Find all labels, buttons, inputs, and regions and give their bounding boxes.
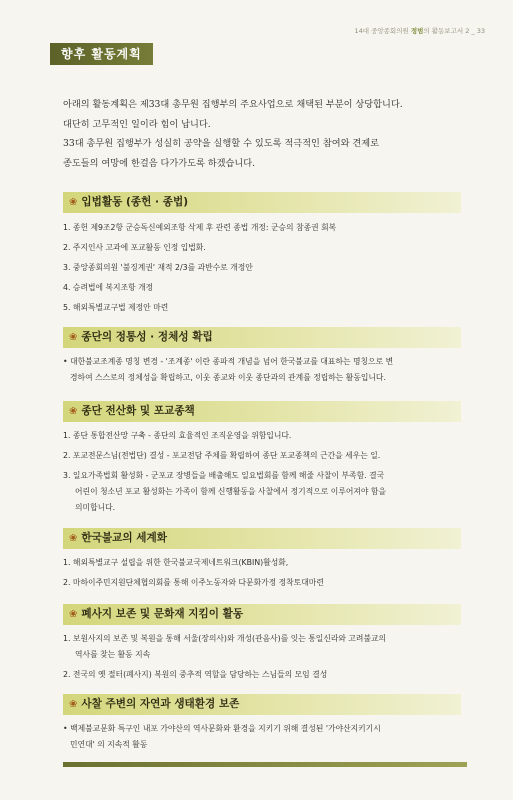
bottom-rule <box>63 762 467 767</box>
section-title: 종단의 정통성 · 정체성 확립 <box>81 331 213 343</box>
list-item: 2. 전국의 옛 절터(폐사지) 복원의 중추적 역할을 담당하는 스님들의 모임 결성 <box>63 670 328 679</box>
list-item: 1. 종단 통합전산망 구축 - 종단의 효율적인 조직운영을 위함입니다. <box>63 431 292 440</box>
flower-icon: ❀ <box>69 406 78 417</box>
header-author: 정범 <box>410 27 424 35</box>
section-heading-environment <box>63 694 461 715</box>
intro-line: 33대 총무원 집행부가 성실히 공약을 실행할 수 있도록 적극적인 참여와 견제로 <box>63 138 380 149</box>
intro-line: 아래의 활동계획은 제33대 총무원 집행부의 주요사업으로 채택된 부분이 상당합니다. <box>63 99 403 110</box>
flower-icon: ❀ <box>69 609 78 620</box>
flower-icon: ❀ <box>69 332 78 343</box>
header-suffix: 의 활동보고서 2 _ 33 <box>423 27 485 35</box>
list-item: 3. 중앙종회의원 '불징계권' 재적 2/3를 과반수로 개정안 <box>63 263 253 272</box>
section-title: 폐사지 보존 및 문화재 지킴이 활동 <box>81 608 244 620</box>
flower-icon: ❀ <box>69 533 78 544</box>
page-header <box>354 26 485 35</box>
list-item: 4. 승려법에 복지조항 개정 <box>63 283 154 292</box>
list-item: 어린이 청소년 포교 활성화는 가족이 함께 신행활동을 사찰에서 정기적으로 이루어져야 함을 <box>75 487 386 496</box>
list-item: 민연대' 의 지속적 활동 <box>70 740 148 749</box>
section-heading-identity <box>63 327 461 348</box>
intro-paragraph <box>63 95 483 173</box>
list-item: 의미합니다. <box>75 503 116 512</box>
list-item: 3. 일요가족법회 활성화 - 군포교 장병들을 배출해도 일요법회를 함께 해줄 사찰이 부족함. 결국 <box>63 471 385 480</box>
page-title: 향후 활동계획 <box>50 43 153 65</box>
list-item: 2. 포교전문스님(전법단) 결성 - 포교전담 주체를 확립하여 종단 포교종책의 근간을 세우는 일. <box>63 451 381 460</box>
list-item: 2. 마하이주민지원단체협의회를 통해 이주노동자와 다문화가정 정착토대마련 <box>63 578 324 587</box>
flower-icon: ❀ <box>69 197 78 208</box>
section-heading-heritage <box>63 604 461 625</box>
section-heading-legislation <box>63 192 461 213</box>
flower-icon: ❀ <box>69 699 78 710</box>
list-item: 5. 해외특별교구법 제정안 마련 <box>63 303 169 312</box>
list-item: 2. 주지인사 고과에 포교활동 인정 입법화. <box>63 243 206 252</box>
intro-line: 대단히 고무적인 일이라 힘이 납니다. <box>63 118 211 130</box>
list-item: 1. 해외특별교구 설립을 위한 한국불교국제네트워크(KBIN)활성화, <box>63 558 289 567</box>
list-item: 경하여 스스로의 정체성을 확립하고, 이웃 종교와 이웃 종단과의 관계를 정립하는 활동입니다. <box>70 373 386 382</box>
list-item: 1. 보원사지의 보존 및 복원을 통해 서울(장의사)와 개성(관음사)를 잇는 통일신라와 고려불교의 <box>63 634 387 643</box>
list-item: 역사를 찾는 활동 지속 <box>75 650 151 659</box>
section-heading-computerization <box>63 401 461 422</box>
list-item: 1. 종헌 제9조2항 군승독신예외조항 삭제 후 관련 종법 개정: 군승의 참종권 회복 <box>63 223 337 232</box>
section-title: 사찰 주변의 자연과 생태환경 보존 <box>81 698 240 710</box>
section-title: 한국불교의 세계화 <box>81 532 167 544</box>
list-item: • 대한불교조계종 명칭 변경 - '조계종' 이란 종파적 개념을 넘어 한국불교를 대표하는 명칭으로 변 <box>63 357 394 366</box>
intro-line: 종도들의 여망에 한걸음 다가가도록 하겠습니다. <box>63 157 256 169</box>
header-prefix: 14대 중앙종회의원 <box>354 27 411 35</box>
section-heading-globalization <box>63 528 461 549</box>
section-title: 종단 전산화 및 포교종책 <box>81 405 195 417</box>
list-item: • 백제불교문화 특구인 내포 가야산의 역사문화와 환경을 지키기 위해 결성된 '가야산지키기시 <box>63 724 381 733</box>
section-title: 입법활동 (종헌 · 종법) <box>81 196 189 208</box>
